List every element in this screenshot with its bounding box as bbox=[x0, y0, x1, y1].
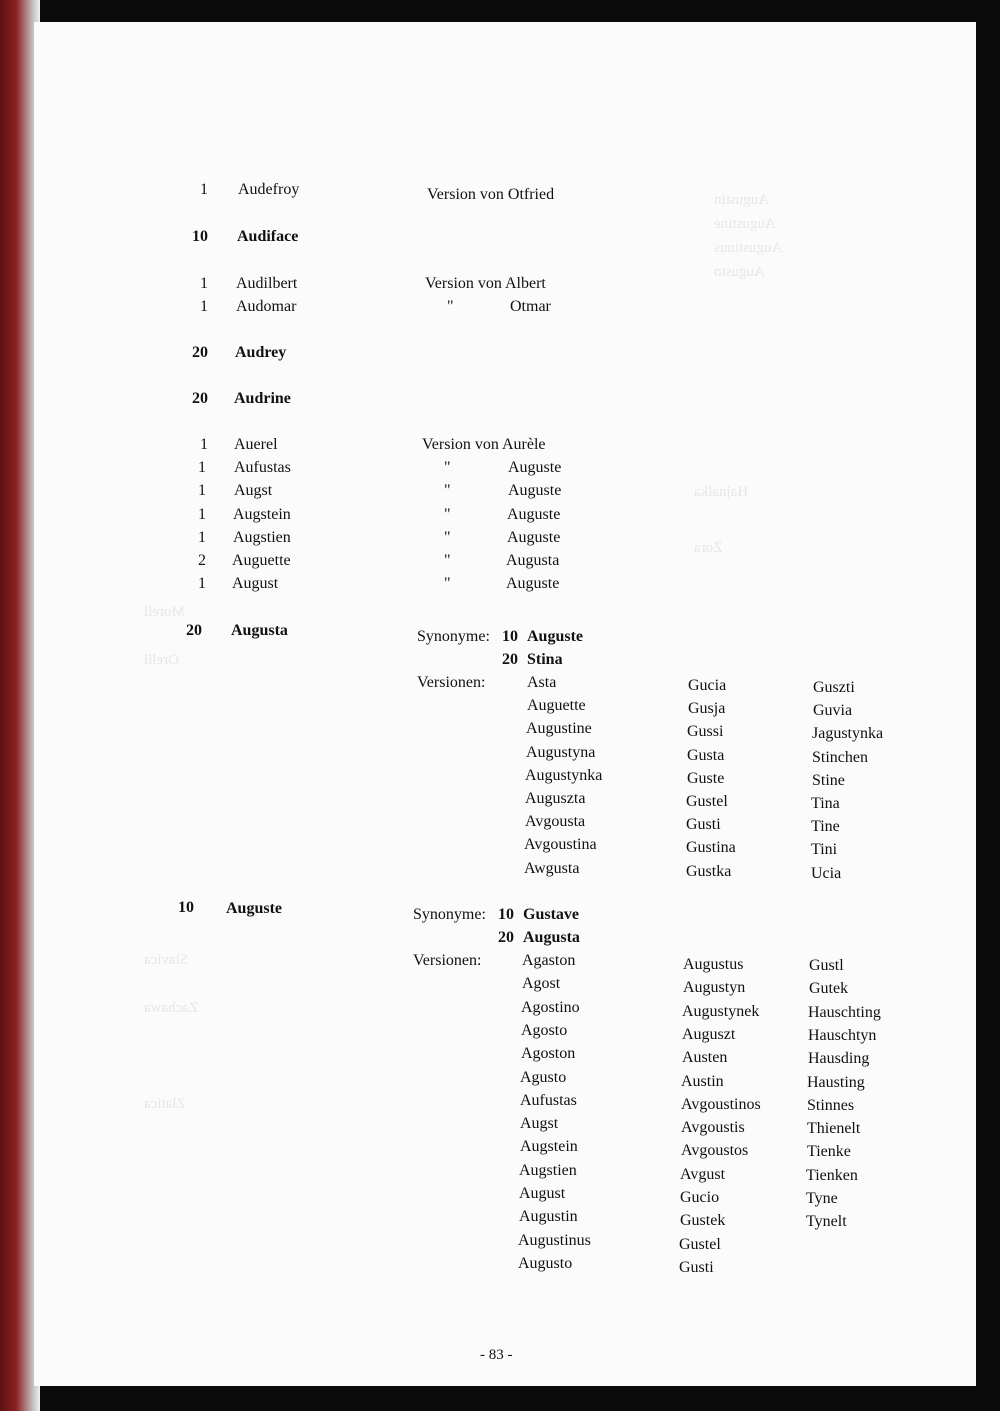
version-name: Austen bbox=[682, 1049, 728, 1067]
bleed-through: Morell bbox=[144, 604, 185, 620]
synonym-name: Augusta bbox=[523, 929, 580, 946]
entry-count: 1 bbox=[200, 436, 208, 453]
entry-name: Augst bbox=[234, 482, 273, 499]
version-name: Aufustas bbox=[520, 1091, 577, 1109]
version-name: Tine bbox=[811, 818, 840, 836]
version-name: Gusti bbox=[686, 816, 721, 834]
version-name: Gussi bbox=[687, 723, 724, 741]
entry-note-reference: Auguste bbox=[508, 482, 562, 499]
version-name: Gusti bbox=[679, 1258, 714, 1276]
entry-name: Aufustas bbox=[234, 459, 291, 476]
bleed-through: Augusto bbox=[714, 264, 765, 280]
version-name: Gustina bbox=[686, 839, 736, 857]
bleed-through: Orelli bbox=[144, 652, 179, 668]
versions-label: Versionen: bbox=[413, 952, 482, 969]
entry-note-reference: Auguste bbox=[508, 459, 562, 476]
entry-count: 1 bbox=[200, 298, 208, 315]
version-name: Gusta bbox=[687, 746, 725, 764]
synonym-count: 20 bbox=[498, 929, 514, 946]
entry-note: Version von Otfried bbox=[427, 186, 555, 203]
version-name: Avgoustos bbox=[681, 1142, 749, 1160]
entry-count: 10 bbox=[178, 899, 194, 916]
entry-name: Audrey bbox=[235, 344, 287, 361]
page-number: - 83 - bbox=[480, 1347, 513, 1363]
version-name: Augst bbox=[520, 1115, 559, 1133]
version-name: Gucio bbox=[680, 1189, 720, 1206]
entry-note-reference: Auguste bbox=[507, 529, 561, 546]
version-name: August bbox=[519, 1185, 566, 1202]
synonym-count: 20 bbox=[502, 651, 518, 668]
entry-count: 1 bbox=[198, 529, 206, 546]
entry-note-reference: Auguste bbox=[507, 506, 561, 523]
version-name: Tynelt bbox=[806, 1213, 847, 1231]
entry-count: 20 bbox=[192, 344, 208, 361]
version-name: Ucia bbox=[811, 864, 842, 882]
version-name: Hauschting bbox=[808, 1003, 881, 1021]
bleed-through: Augustinus bbox=[714, 240, 783, 256]
entry-name: Audilbert bbox=[236, 275, 298, 292]
version-name: Gustel bbox=[686, 793, 728, 810]
synonym-count: 10 bbox=[498, 906, 514, 923]
bleed-through: Hajnalka bbox=[694, 484, 749, 500]
version-name: Guszti bbox=[813, 679, 855, 696]
version-name: Tienken bbox=[806, 1166, 858, 1184]
entry-note-reference: Augusta bbox=[506, 552, 560, 569]
bleed-through: Zachawa bbox=[144, 1000, 199, 1016]
entry-count: 1 bbox=[198, 482, 206, 499]
version-name: Gutek bbox=[809, 980, 849, 998]
entry-count: 1 bbox=[200, 181, 208, 198]
version-name: Stinchen bbox=[812, 748, 868, 766]
version-name: Agoston bbox=[521, 1045, 576, 1063]
version-name: Tina bbox=[811, 795, 840, 812]
entry-count: 20 bbox=[186, 622, 202, 639]
version-name: Augustyn bbox=[683, 979, 746, 997]
entry-count: 10 bbox=[192, 228, 208, 245]
version-name: Augustine bbox=[526, 720, 592, 738]
synonyms-label: Synonyme: bbox=[417, 628, 490, 645]
version-name: Avgoustina bbox=[524, 836, 597, 854]
synonym-name: Gustave bbox=[523, 906, 579, 923]
synonym-name: Auguste bbox=[527, 628, 584, 645]
version-name: Agaston bbox=[522, 952, 576, 969]
version-name: Augusto bbox=[518, 1254, 573, 1272]
entry-count: 2 bbox=[198, 552, 206, 569]
entry-name: Auguette bbox=[232, 552, 291, 569]
version-name: Auguszta bbox=[525, 790, 586, 807]
version-name: Awgusta bbox=[524, 859, 580, 877]
version-name: Gustka bbox=[686, 862, 732, 880]
version-name: Avgousta bbox=[525, 813, 586, 831]
version-name: Austin bbox=[681, 1072, 724, 1090]
version-name: Tienke bbox=[807, 1143, 851, 1161]
version-name: Gustl bbox=[809, 957, 844, 974]
version-name: Guvia bbox=[813, 702, 853, 720]
version-name: Augustynek bbox=[682, 1002, 760, 1020]
entry-count: 20 bbox=[192, 390, 208, 407]
version-name: Asta bbox=[527, 674, 557, 691]
entry-name: August bbox=[232, 575, 279, 592]
version-name: Avgust bbox=[680, 1165, 726, 1183]
synonym-name: Stina bbox=[527, 651, 563, 668]
version-name: Augstein bbox=[520, 1138, 578, 1156]
entry-name: Audiface bbox=[237, 228, 299, 245]
versions-label: Versionen: bbox=[417, 674, 486, 691]
entry-note-reference: Otmar bbox=[510, 298, 551, 315]
version-name: Avgoustinos bbox=[681, 1095, 761, 1113]
version-name: Augstien bbox=[519, 1161, 577, 1179]
synonym-count: 10 bbox=[502, 628, 518, 645]
version-name: Augustyna bbox=[526, 743, 596, 761]
entry-name: Augusta bbox=[231, 622, 288, 639]
version-name: Stinnes bbox=[807, 1096, 855, 1114]
version-name: Gusja bbox=[688, 700, 726, 718]
entry-note: " bbox=[444, 529, 451, 546]
version-name: Jagustynka bbox=[812, 725, 884, 743]
bleed-through: Slavica bbox=[144, 952, 189, 968]
entry-name: Auerel bbox=[234, 436, 278, 453]
version-name: Guste bbox=[687, 769, 725, 787]
version-name: Agusto bbox=[520, 1068, 567, 1086]
entry-count: 1 bbox=[198, 459, 206, 476]
version-name: Agostino bbox=[521, 998, 580, 1016]
version-name: Augustinus bbox=[518, 1231, 591, 1249]
version-name: Avgoustis bbox=[681, 1119, 745, 1137]
entry-note: " bbox=[444, 506, 451, 523]
entry-name: Augstien bbox=[233, 529, 291, 546]
entry-name: Audomar bbox=[236, 298, 297, 315]
entry-name: Augstein bbox=[233, 506, 291, 523]
version-name: Auguszt bbox=[682, 1025, 736, 1043]
version-name: Agost bbox=[522, 975, 561, 993]
version-name: Tini bbox=[811, 841, 838, 859]
entry-note: Version von Aurèle bbox=[422, 436, 546, 453]
entry-note: " bbox=[444, 459, 451, 476]
version-name: Augustin bbox=[519, 1208, 578, 1226]
version-name: Gucia bbox=[688, 677, 727, 694]
version-name: Gustek bbox=[680, 1212, 726, 1230]
entry-count: 1 bbox=[198, 575, 206, 592]
entry-count: 1 bbox=[200, 275, 208, 292]
version-name: Tyne bbox=[806, 1190, 838, 1207]
entry-count: 1 bbox=[198, 506, 206, 523]
version-name: Hausding bbox=[808, 1050, 870, 1068]
entry-name: Auguste bbox=[226, 900, 283, 917]
version-name: Gustel bbox=[679, 1235, 721, 1253]
entry-name: Audrine bbox=[234, 390, 291, 407]
version-name: Augustynka bbox=[525, 766, 603, 784]
bleed-through: Augustin bbox=[714, 192, 770, 208]
version-name: Stine bbox=[812, 771, 845, 789]
bleed-through: Zora bbox=[694, 540, 723, 556]
entry-note: " bbox=[444, 552, 451, 569]
version-name: Augustus bbox=[683, 956, 744, 973]
entry-note: Version von Albert bbox=[425, 275, 546, 292]
entry-note: " bbox=[447, 298, 454, 315]
entry-name: Audefroy bbox=[238, 181, 300, 198]
entry-note: " bbox=[444, 482, 451, 499]
version-name: Hausting bbox=[807, 1073, 865, 1091]
entry-note-reference: Auguste bbox=[506, 575, 560, 592]
bleed-through: Augustine bbox=[714, 216, 776, 232]
version-name: Hauschtyn bbox=[808, 1026, 877, 1044]
entry-note: " bbox=[444, 575, 451, 592]
synonyms-label: Synonyme: bbox=[413, 906, 486, 923]
bleed-through: Zlatica bbox=[144, 1096, 186, 1112]
version-name: Agosto bbox=[521, 1021, 568, 1039]
version-name: Thienelt bbox=[807, 1120, 861, 1138]
version-name: Auguette bbox=[527, 697, 586, 715]
